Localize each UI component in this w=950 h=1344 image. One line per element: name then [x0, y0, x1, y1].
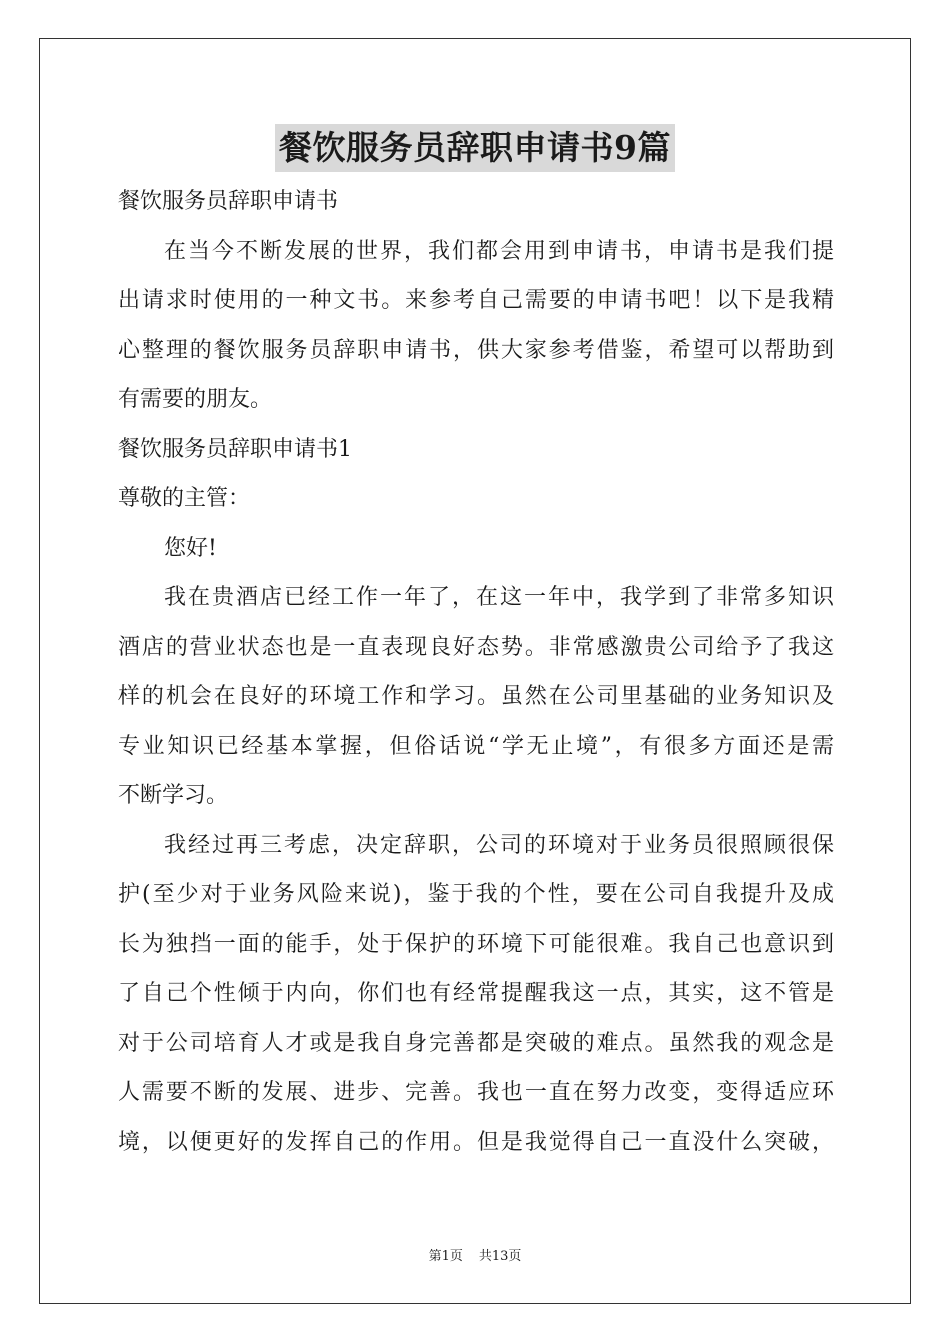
paragraph-line: 专业知识已经基本掌握，但俗话说“学无止境”，有很多方面还是需: [118, 733, 834, 759]
paragraph-line: 我经过再三考虑，决定辞职，公司的环境对于业务员很照顾很保: [164, 832, 834, 858]
page-footer: [0, 1245, 950, 1264]
paragraph-line: 有需要的朋友。: [118, 387, 273, 412]
document-body: [118, 177, 834, 1167]
paragraph-line: 样的机会在良好的环境工作和学习。虽然在公司里基础的业务知识及: [118, 684, 834, 709]
paragraph-line: 长为独挡一面的能手，处于保护的环境下可能很难。我自己也意识到: [118, 931, 834, 957]
paragraph-line: 护(至少对于业务风险来说)，鉴于我的个性，要在公司自我提升及成: [118, 882, 834, 907]
paragraph-line: 不断学习。: [118, 783, 229, 808]
section-heading: 餐饮服务员辞职申请书: [118, 189, 339, 214]
document-title-text: 餐饮服务员辞职申请书9篇: [275, 124, 675, 172]
section-heading: 餐饮服务员辞职申请书1: [118, 436, 352, 462]
paragraph-line: 我在贵酒店已经工作一年了，在这一年中，我学到了非常多知识: [164, 585, 834, 610]
paragraph-line: 了自己个性倾于内向，你们也有经常提醒我这一点，其实，这不管是: [118, 981, 834, 1006]
paragraph-line: 在当今不断发展的世界，我们都会用到申请书，申请书是我们提: [164, 238, 834, 264]
paragraph-line: 心整理的餐饮服务员辞职申请书，供大家参考借鉴，希望可以帮助到: [118, 337, 834, 363]
paragraph-line: 出请求时使用的一种文书。来参考自己需要的申请书吧！以下是我精: [118, 288, 834, 313]
paragraph-line: 对于公司培育人才或是我自身完善都是突破的难点。虽然我的观念是: [118, 1030, 834, 1056]
salutation: 尊敬的主管：: [118, 486, 251, 511]
document-title: [0, 124, 950, 172]
paragraph-line: 境，以便更好的发挥自己的作用。但是我觉得自己一直没什么突破，: [118, 1129, 834, 1155]
greeting: 您好!: [164, 535, 217, 561]
paragraph-line: 酒店的营业状态也是一直表现良好态势。非常感激贵公司给予了我这: [118, 634, 834, 660]
page-total: 共13页: [478, 1249, 522, 1264]
page-number: 第1页: [428, 1249, 463, 1264]
paragraph-line: 人需要不断的发展、进步、完善。我也一直在努力改变，变得适应环: [118, 1080, 834, 1105]
